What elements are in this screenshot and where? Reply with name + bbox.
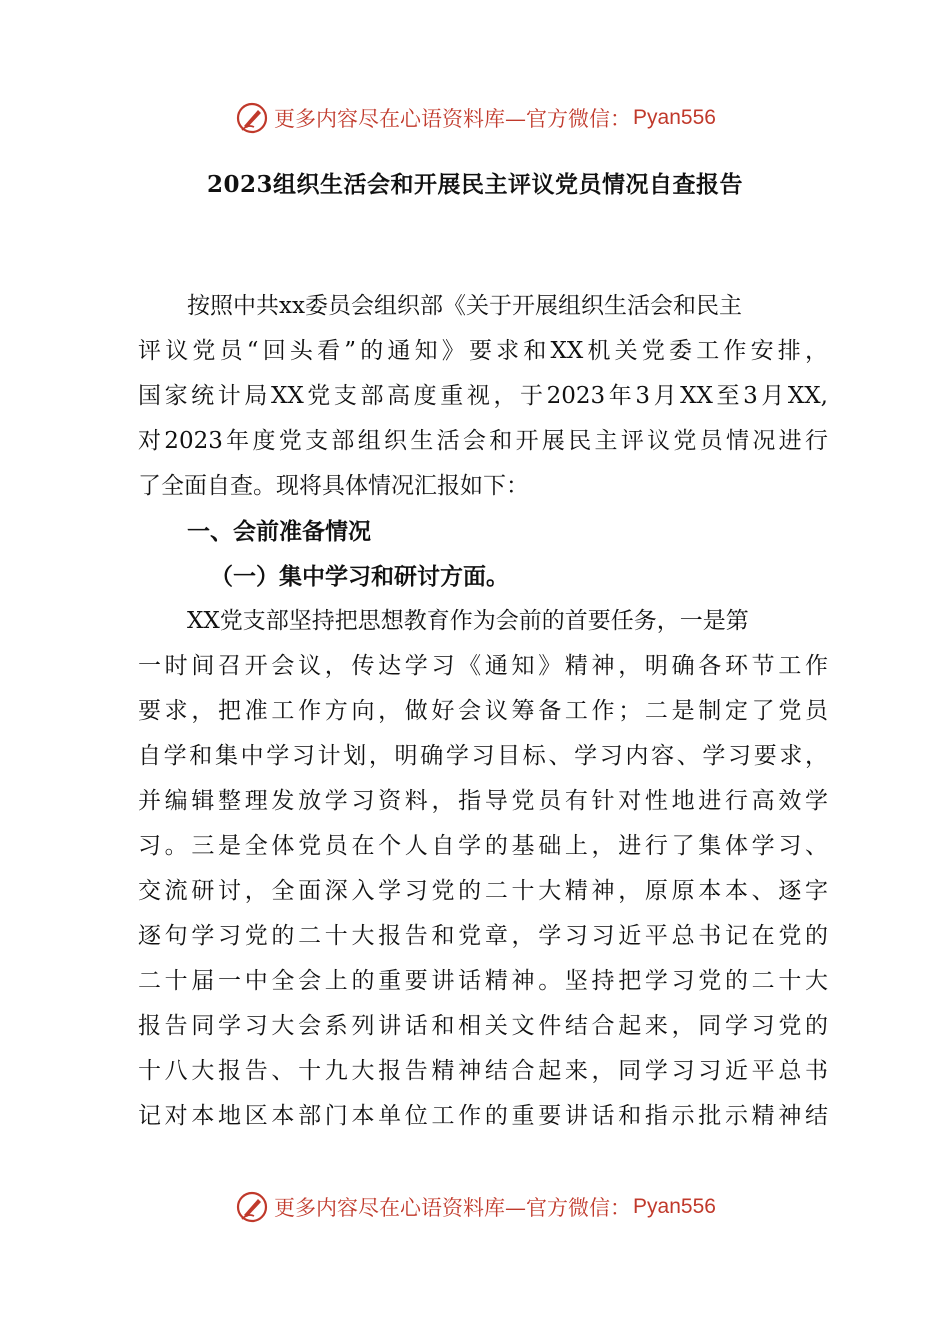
watermark-text: 更多内容尽在心语资料库—官方微信： <box>274 1196 632 1220</box>
watermark-text: 更多内容尽在心语资料库—官方微信： <box>274 107 632 131</box>
paragraph-line: 交流研讨，全面深入学习党的二十大精神，原原本本、逐字 <box>138 878 828 904</box>
paragraph-line: 报告同学习大会系列讲话和相关文件结合起来，同学习党的 <box>138 1013 828 1039</box>
subsection-heading: （一）集中学习和研讨方面。 <box>210 563 509 590</box>
watermark-banner-top <box>0 98 950 138</box>
document-body <box>138 284 828 1139</box>
document-title: 2023组织生活会和开展民主评议党员情况自查报告 <box>206 171 743 198</box>
paragraph-line: 按照中共xx委员会组织部《关于开展组织生活会和民主 <box>187 293 742 319</box>
pen-circle-logo-icon <box>234 1189 270 1225</box>
paragraph-line: XX党支部坚持把思想教育作为会前的首要任务，一是第 <box>187 608 749 634</box>
pen-circle-logo-icon <box>234 100 270 136</box>
paragraph-line: 记对本地区本部门本单位工作的重要讲话和指示批示精神结 <box>138 1103 828 1129</box>
paragraph-line: 评议党员“回头看”的通知》要求和XX机关党委工作安排， <box>138 338 828 364</box>
paragraph-line: 对2023年度党支部组织生活会和开展民主评议党员情况进行 <box>138 428 828 454</box>
section-heading: 一、会前准备情况 <box>187 518 371 545</box>
paragraph-line: 国家统计局XX党支部高度重视，于2023年3月XX至3月XX, <box>138 383 828 409</box>
paragraph-line: 要求，把准工作方向，做好会议筹备工作；二是制定了党员 <box>138 698 828 724</box>
paragraph-line: 十八大报告、十九大报告精神结合起来，同学习习近平总书 <box>138 1058 828 1084</box>
watermark-banner-bottom <box>0 1187 950 1227</box>
paragraph-line: 并编辑整理发放学习资料，指导党员有针对性地进行高效学 <box>138 788 828 814</box>
watermark-wechat-id: Pyan556 <box>633 1195 716 1218</box>
paragraph-line: 逐句学习党的二十大报告和党章，学习习近平总书记在党的 <box>138 923 828 949</box>
paragraph-line: 习。三是全体党员在个人自学的基础上，进行了集体学习、 <box>138 833 828 859</box>
watermark-wechat-id: Pyan556 <box>633 106 716 129</box>
paragraph-line: 自学和集中学习计划，明确学习目标、学习内容、学习要求， <box>138 743 828 769</box>
paragraph-line: 了全面自查。现将具体情况汇报如下： <box>138 473 529 499</box>
paragraph-line: 二十届一中全会上的重要讲话精神。坚持把学习党的二十大 <box>138 968 828 994</box>
paragraph-line: 一时间召开会议，传达学习《通知》精神，明确各环节工作 <box>138 653 828 679</box>
